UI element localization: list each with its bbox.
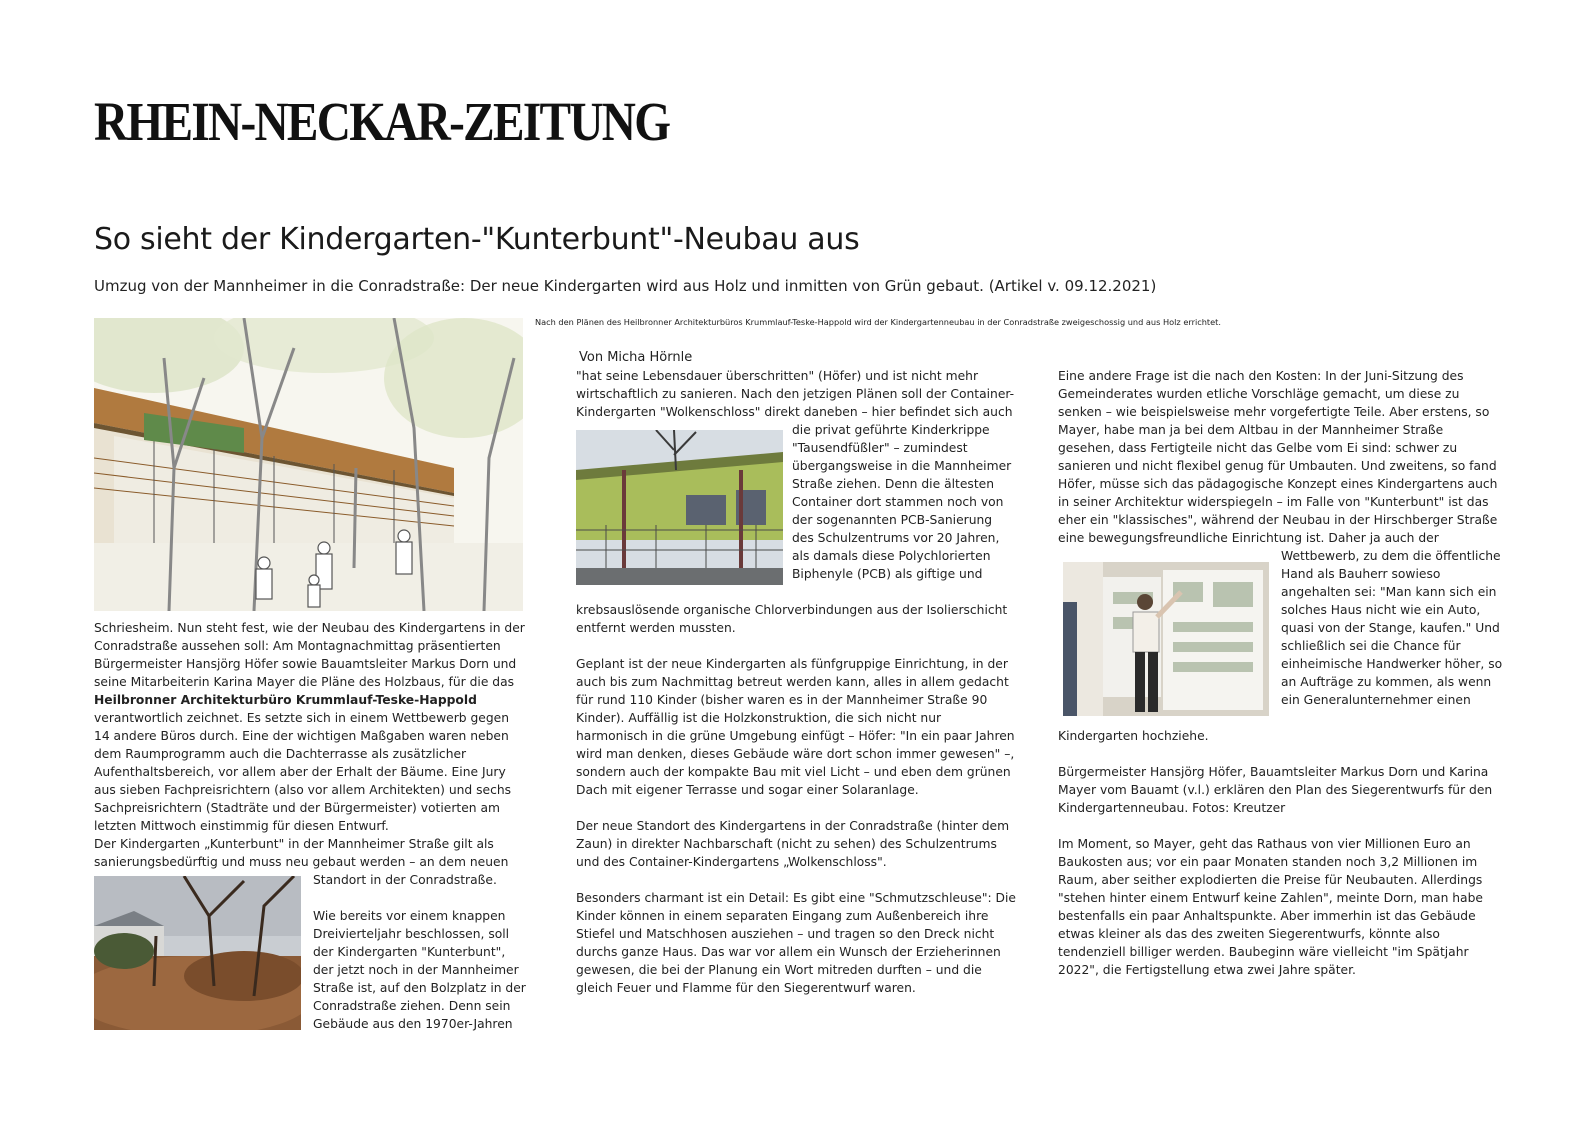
masthead-text: RHEIN-NECKAR-ZEITUNG <box>94 91 670 152</box>
col1-paragraph-1: Schriesheim. Nun steht fest, wie der Neubau des Kindergartens in der Conradstraße aussehen soll: Am Montagnachmittag präsentierten Bürgermeister Hansjörg Höfer sowie Bauamtsleiter Markus Dorn und seine Mitarbeiterin Karina Mayer die Pläne des Holzbaus, für die das Heilbronner Architekturbüro Krummlauf-Teske-Happold verantwortlich zeichnet. Es setzte sich in einem Wettbewerb gegen 14 andere Büros durch. Eine der wichtigen Maßgaben waren neben dem Raumprogramm auch die Dachterrasse als zusätzlicher Aufenthaltsbereich, vor allem aber der Erhalt der Bäume. Eine Jury aus sieben Fachpreisrichtern (also vor allem Architekten) und sechs Sachpreisrichtern (Stadträte und der Bürgermeister) votierten am letzten Mittwoch einstimmig für diesen Entwurf. <box>94 621 525 833</box>
col3-paragraph-1-bottom: Kindergarten hochziehe. <box>1058 729 1209 743</box>
col3-photo-caption: Bürgermeister Hansjörg Höfer, Bauamtsleiter Markus Dorn und Karina Mayer vom Bauamt (v.l.) erklären den Plan des Siegerentwurfs für den Kindergartenneubau. Fotos: Kreutzer <box>1058 765 1493 815</box>
col2-paragraph-3: Der neue Standort des Kindergartens in der Conradstraße (hinter dem Zaun) in direkter Nachbarschaft (nicht zu sehen) des Schulzentrums und des Container-Kindergartens „Wolkenschloss". <box>576 819 1010 869</box>
presentation-photo <box>1063 562 1269 716</box>
col1-paragraph-2: Der Kindergarten „Kunterbunt" in der Mannheimer Straße gilt als sanierungsbedürftig und muss neu gebaut werden – an dem neuen <box>94 837 509 869</box>
col1-paragraph-3: Wie bereits vor einem knappen Dreivierteljahr beschlossen, soll der Kindergarten "Kunterbunt", der jetzt noch in der Mannheimer Straße ist, auf den Bolzplatz in der Conradstraße ziehen. Denn sein Gebäude aus den 1970er-Jahren <box>313 909 526 1031</box>
container-kindergarten-photo <box>576 430 783 585</box>
col2-paragraph-4: Besonders charmant ist ein Detail: Es gibt eine "Schmutzschleuse": Die Kinder können in einem separaten Eingang zum Außenbereich ihre Stiefel und Matschhosen ausziehen – und tragen so den Dreck nicht durchs ganze Haus. Das war vor allem ein Wunsch der Erzieherinnen gewesen, die bei der Planung ein Wort mitreden durften – und die gleich Feuer und Flamme für den Siegerentwurf waren. <box>576 891 1016 995</box>
newspaper-masthead <box>94 90 670 154</box>
col2-paragraph-2: Geplant ist der neue Kindergarten als fünfgruppige Einrichtung, in der auch bis zum Nachmittag betreut werden kann, alles in allem gedacht für rund 110 Kinder (bisher waren es in der Mannheimer Straße 90 Kinder). Auffällig ist die Holzkonstruktion, die sich nicht nur harmonisch in die grüne Umgebung einfügt – Höfer: "In ein paar Jahren wird man denken, dieses Gebäude wäre dort schon immer gewesen" –, sondern auch der kompakte Bau mit viel Licht – und eben dem grünen Dach mit eigener Terrasse und sogar einer Solaranlage. <box>576 657 1015 797</box>
bolzplatz-photo <box>94 876 301 1030</box>
col3-paragraph-1-top: Eine andere Frage ist die nach den Kosten: In der Juni-Sitzung des Gemeinderates wurden etliche Vorschläge gemacht, um diese zu senken – wie beispielsweise mehr vorgefertigte Teile. Aber erstens, so Mayer, habe man ja bei dem Altbau in der Mannheimer Straße gesehen, dass Fertigteile nicht das Gelbe vom Ei sind: schwer zu sanieren und nicht flexibel genug für Umbauten. Und zweitens, so fand Höfer, müsse sich das pädagogische Konzept eines Kindergartens auch in seiner Architektur widerspiegeln – im Falle von "Kunterbunt" ist das eher ein "klassisches", während der Neubau in der Hirschberger Straße eine bewegungsfreundliche Einrichtung ist. Daher ja auch der <box>1058 369 1498 545</box>
architecture-rendering-image <box>94 318 523 611</box>
architect-office-name: Heilbronner Architekturbüro Krummlauf-Teske-Happold <box>94 693 477 707</box>
col2-paragraph-1-side: die privat geführte Kinderkrippe "Tausendfüßler" – zumindest übergangsweise in die Mannheimer Straße ziehen. Denn die ältesten Container dort stammen noch von der sogenannten PCB-Sanierung des Schulzentrums vor 20 Jahren, als damals diese Polychlorierten Biphenyle (PCB) als giftige und <box>792 423 1012 581</box>
article-byline: Von Micha Hörnle <box>579 350 693 365</box>
top-image-caption: Nach den Plänen des Heilbronner Architekturbüros Krummlauf-Teske-Happold wird der Kindergartenneubau in der Conradstraße zweigeschossig und aus Holz errichtet. <box>535 317 1221 327</box>
col2-paragraph-1-bottom: krebsauslösende organische Chlorverbindungen aus der Isolierschicht entfernt werden mussten. <box>576 603 1008 635</box>
col3-paragraph-1-side: Wettbewerb, zu dem die öffentliche Hand als Bauherr sowieso angehalten sei: "Man kann sich ein solches Haus nicht wie ein Auto, quasi von der Stange, kaufen." Und schließlich sei die Chance für einheimische Handwerker höher, so an Aufträge zu kommen, als wenn ein Generalunternehmer einen <box>1281 549 1503 707</box>
article-headline: So sieht der Kindergarten-"Kunterbunt"-Neubau aus <box>94 222 860 257</box>
col1-paragraph-2-continued: Standort in der Conradstraße. <box>313 873 497 887</box>
col3-paragraph-2: Im Moment, so Mayer, geht das Rathaus von vier Millionen Euro an Baukosten aus; vor ein paar Monaten standen noch 3,2 Millionen im Raum, aber seither explodierten die Preise für Neubauten. Allerdings "stehen hinter einem Entwurf keine Zahlen", meinte Dorn, man habe bestenfalls ein paar Anhaltspunkte. Aber immerhin ist das Gebäude etwas kleiner als das des zweiten Siegerentwurfs, könnte also tendenziell billiger werden. Baubeginn wäre vielleicht "im Spätjahr 2022", die Fertigstellung etwa zwei Jahre später. <box>1058 837 1483 977</box>
col2-paragraph-1-top: "hat seine Lebensdauer überschritten" (Höfer) und ist nicht mehr wirtschaftlich zu sanieren. Nach den jetzigen Plänen soll der Container-Kindergarten "Wolkenschloss" direkt daneben – hier befindet sich auch <box>576 369 1015 419</box>
article-subline: Umzug von der Mannheimer in die Conradstraße: Der neue Kindergarten wird aus Holz und inmitten von Grün gebaut. (Artikel v. 09.12.2021) <box>94 277 1157 295</box>
